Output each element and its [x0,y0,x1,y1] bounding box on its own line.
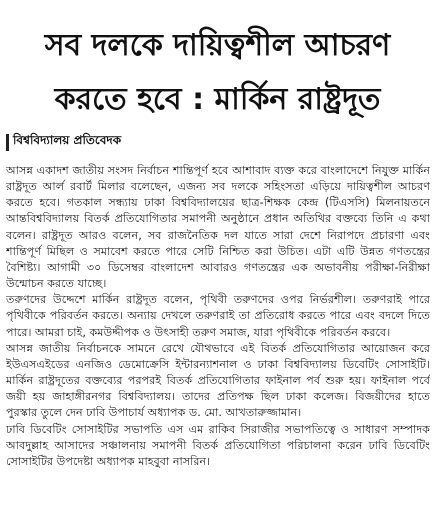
paragraph-4: ঢাবি ডিবেটিং সোসাইটির সভাপতি এস এম রাকিব সিরাজীর সভাপতিত্বে ও সাধারণ সম্পাদক আবদুল্লাহ আসাদের সঞ্চালনায় সমাপনী বিতর্ক প্রতিযোগিতা পরিচালনা করেন ঢাবি ডিবেটিং সোসাইটির উপদেষ্টা অধ্যাপক মাহবুবা নাসরিন। [6,422,430,468]
paragraph-1: আসন্ন একাদশ জাতীয় সংসদ নির্বাচন শান্তিপূর্ণ হবে আশাবাদ ব্যক্ত করে বাংলাদেশে নিযুক্ত মার্কিন রাষ্ট্রদূত আর্ল রবার্ট মিলার বলেছেন, এজন্য সব দলকে সহিংসতা এড়িয়ে দায়িত্বশীল আচরণ করতে হবে। গতকাল সন্ধ্যায় ঢাকা বিশ্ববিদ্যালয়ের ছাত্র-শিক্ষক কেন্দ্র (টিএসসি) মিলনায়তনে আন্তবিশ্ববিদ্যালয় বিতর্ক প্রতিযোগিতার সমাপনী অনুষ্ঠানে প্রধান অতিথির বক্তব্যে তিনি এ কথা বলেন। রাষ্ট্রদূত আরও বলেন, সব রাজনৈতিক দল যাতে সারা দেশে নিরাপদে প্রচারণা এবং শান্তিপূর্ণ মিছিল ও সমাবেশ করতে পারে সেটি নিশ্চিত করা উচিত। এটা এটি উন্নত গণতন্ত্রের বৈশিষ্ট্য। আগামী ৩০ ডিসেম্বর বাংলাদেশ আবারও গণতন্ত্রের এক অভাবনীয় পরীক্ষা-নিরীক্ষা উন্মোচন করতে যাচ্ছে। [6,164,430,291]
byline-marker [6,134,9,151]
byline-block [6,130,121,154]
byline: বিশ্ববিদ্যালয় প্রতিবেদক [13,133,122,147]
paragraph-3: আসন্ন জাতীয় নির্বাচনকে সামনে রেখে যৌথভাবে এই বিতর্ক প্রতিযোগিতার আয়োজন করে ইউএসএইডের এনজিও ডেমোক্রেসি ইন্টারন্যাশনাল ও ঢাকা বিশ্ববিদ্যালয় ডিবেটিং সোসাইটি। মার্কিন রাষ্ট্রদূতের বক্তব্যের পরপরই বিতর্ক প্রতিযোগিতার ফাইনাল পর্ব শুরু হয়। ফাইনাল পর্বে জয়ী হয় জাহাঙ্গীরনগর বিশ্ববিদ্যালয়। তাদের প্রতিপক্ষ ছিল ঢাকা কলেজ। বিজয়ীদের হাতে পুরস্কার তুলে দেন ঢাবি উপাচার্য অধ্যাপক ড. মো. আখতারুজ্জামান। [6,341,430,420]
headline-line-1: সব দলকে দায়িত্বশীল আচরণ [44,28,391,63]
paragraph-2: তরুণদের উদ্দেশে মার্কিন রাষ্ট্রদূত বলেন, পৃথিবী তরুণদের ওপর নির্ভরশীল। তরুণরাই পারে পৃথিবীকে পরিবর্তন করতে। অন্যায় দেখলে তরুণরাই তা প্রতিরোধ করতে পারে এবং বদলে দিতে পারে। আমরা চাই, কমউদ্দীপক ও উৎসাহী তরুণ সমাজ, যারা পৃথিবীকে পরিবর্তন করবে। [6,293,430,339]
headline-line-2: করতে হবে : মার্কিন রাষ্ট্রদূত [54,82,381,117]
article-body [6,163,430,527]
